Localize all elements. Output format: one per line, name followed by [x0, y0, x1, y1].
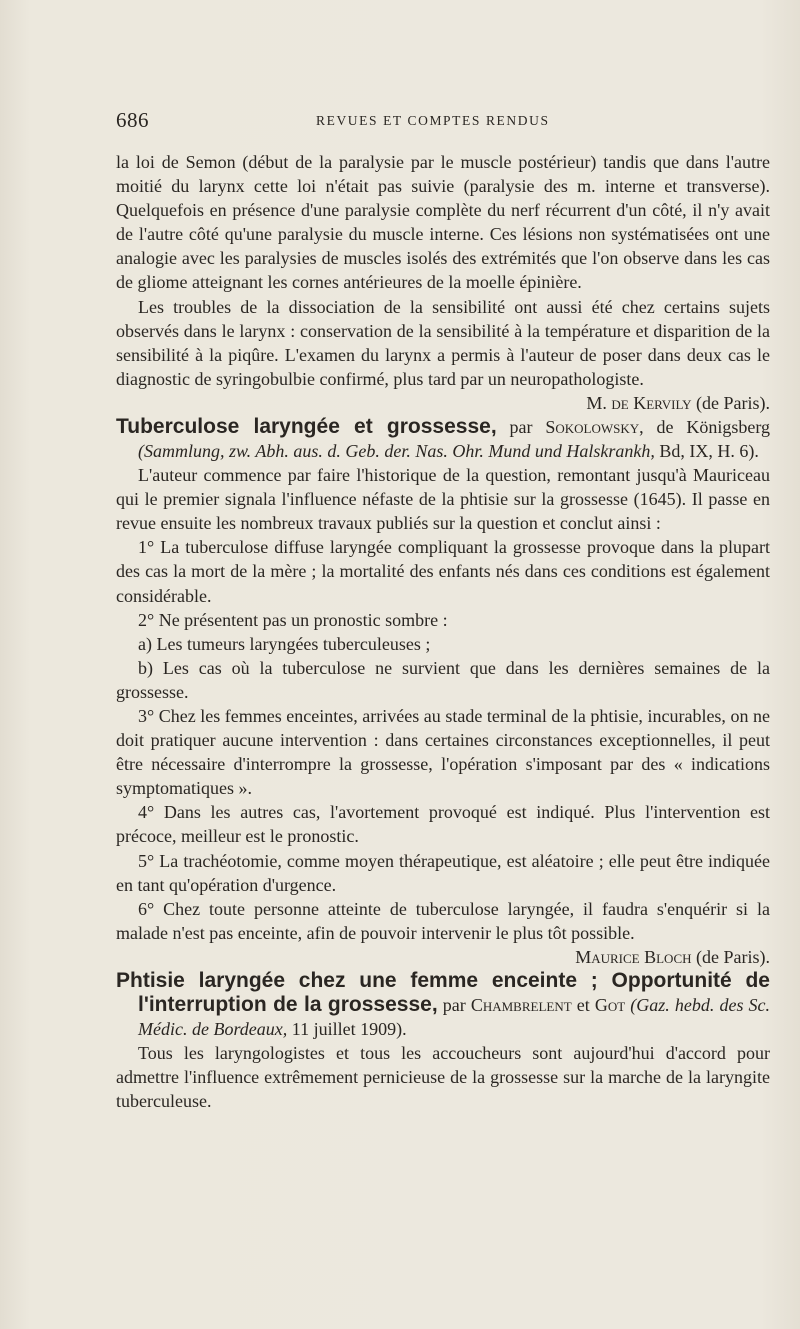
article-and: et — [576, 995, 590, 1015]
running-head: REVUES ET COMPTES RENDUS — [316, 113, 550, 128]
conclusion-point-1: 1° La tuberculose diffuse laryngée compliquant la grossesse provoque dans la plupart des cas la mort de la mère ; la mortalité des enfants nés dans ces conditions est également considérable. — [116, 537, 770, 606]
page-content — [116, 150, 770, 1113]
article-reference: 11 juillet 1909). — [291, 1019, 407, 1039]
article-author: Sokolowsky — [545, 417, 640, 438]
conclusion-point-2b: b) Les cas où la tuberculose ne survient que dans les dernières semaines de la grossesse. — [116, 657, 770, 702]
conclusion-point-2: 2° Ne présentent pas un pronostic sombre : — [138, 609, 448, 630]
conclusion-point-3: 3° Chez les femmes enceintes, arrivées au stade terminal de la phtisie, incurables, on ne doit pratiquer aucune intervention : dans certaines circonstances exceptionnelles, il peut être nécessaire d'interrompre la grossesse, l'opération s'imposant par des « indications symptomatiques ». — [116, 705, 770, 799]
article-by: par — [442, 995, 466, 1015]
signature-bloch — [553, 945, 770, 969]
signature-name: M. de Kervily — [586, 392, 692, 413]
paragraph-sensibility — [116, 295, 770, 413]
article-reference: Bd, IX, H. 6). — [659, 441, 759, 462]
paragraph-intro: L'auteur commence par faire l'historique de la question, remontant jusqu'à Mauriceau qui le premier signala l'influence néfaste de la phtisie sur la grossesse (1645). Il passe en revue ensuite les nombreux travaux publiés sur la question et conclut ainsi : — [116, 465, 770, 534]
signature-place: (de Paris). — [696, 946, 770, 967]
article-source: (Gaz. hebd. des Sc. Médic. de Bordeaux, — [138, 995, 771, 1039]
signature-name: Maurice Bloch — [575, 946, 692, 967]
article-author-2: Got — [594, 995, 626, 1015]
signature-kervily — [564, 391, 770, 415]
paragraph-sensibility-text: Les troubles de la dissociation de la sensibilité ont aussi été chez certains sujets observés dans le larynx : conservation de la sensibilité à la température et disparition de la sensibilité à la piqûre. L'examen du larynx a permis à l'auteur de poser dans deux cas le diagnostic de syringobulbie confirmé, plus tard par un neuropathologiste. — [116, 296, 770, 389]
article-author-place: , de Königsberg — [639, 417, 770, 438]
article-heading-chambrelent — [116, 969, 770, 1041]
article-source: (Sammlung, zw. Abh. aus. d. Geb. der. Nas. Ohr. Mund und Halskrankh, — [138, 441, 655, 462]
page-number: 686 — [116, 108, 149, 132]
article-title: Tuberculose laryngée et grossesse, — [116, 415, 497, 439]
signature-place: (de Paris). — [696, 392, 770, 413]
conclusion-point-6 — [116, 897, 770, 967]
conclusion-point-5: 5° La trachéotomie, comme moyen thérapeutique, est aléatoire ; elle peut être indiquée en tant qu'opération d'urgence. — [116, 850, 770, 895]
article-heading-sokolowsky — [116, 415, 770, 463]
article-title: Phtisie laryngée chez une femme enceinte ; Opportunité de l'interruption de la grossesse, — [116, 969, 770, 1016]
continued-paragraph: la loi de Semon (début de la paralysie par le muscle postérieur) tandis que dans l'autre moitié du larynx cette loi n'était pas suivie (paralysie des m. interne et transverse). Quelquefois en présence d'une paralysie complète du nerf récurrent d'un côté, il n'y avait de l'autre côté qu'une paralysie du muscle interne. Ces lésions non systématisées ont une analogie avec les paralysies de muscles isolés des extrémités que l'on observe dans les cas de gliome atteignant les cornes antérieures de la moelle épinière. — [116, 152, 770, 293]
article-by: par — [509, 417, 533, 438]
conclusion-point-4: 4° Dans les autres cas, l'avortement provoqué est indiqué. Plus l'intervention est précoce, meilleur est le pronostic. — [116, 802, 770, 847]
article-author-1: Chambrelent — [470, 995, 572, 1015]
conclusion-point-6-text: 6° Chez toute personne atteinte de tuberculose laryngée, il faudra s'enquérir si la malade n'est pas enceinte, afin de pouvoir intervenir le plus tôt possible. — [116, 898, 770, 943]
conclusion-point-2a: a) Les tumeurs laryngées tuberculeuses ; — [138, 633, 431, 654]
paragraph-laryngologists: Tous les laryngologistes et tous les accoucheurs sont aujourd'hui d'accord pour admettre l'influence extrêmement pernicieuse de la grossesse sur la marche de la laryngite tuberculeuse. — [116, 1043, 770, 1112]
page-header — [116, 108, 770, 138]
